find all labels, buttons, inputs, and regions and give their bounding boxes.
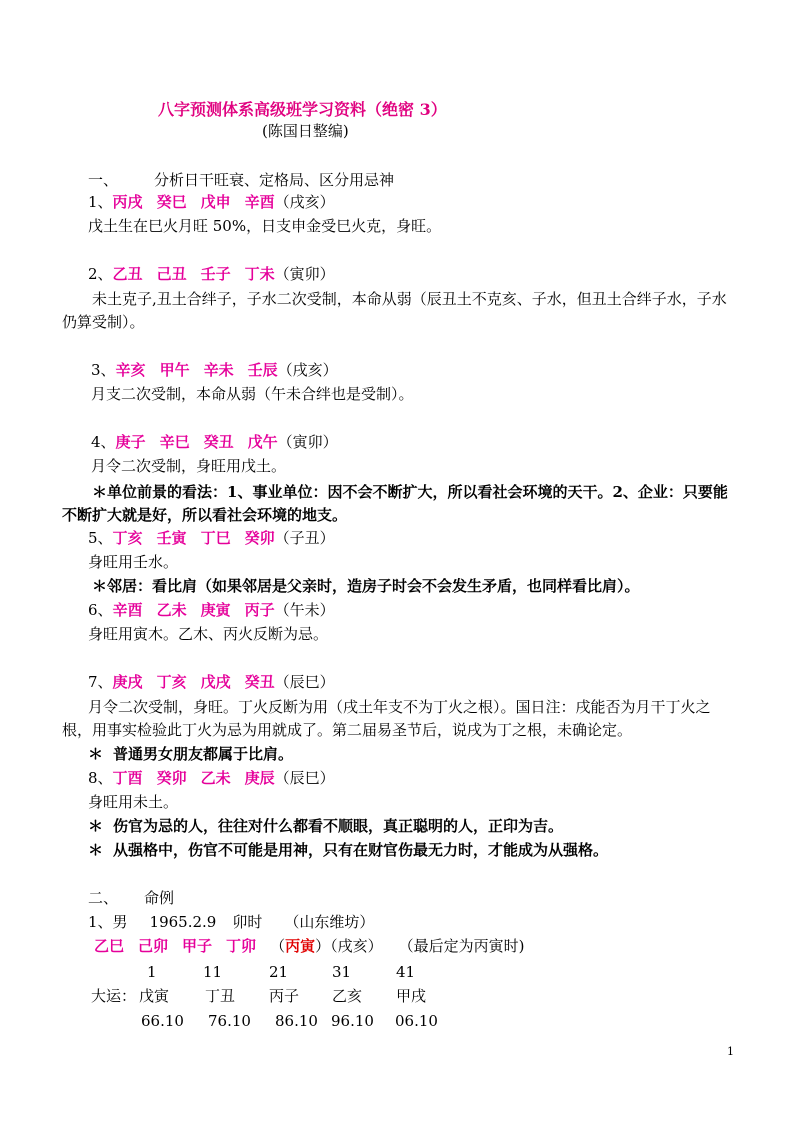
pillar: 辛未 <box>203 361 234 379</box>
alt-hour-note: （戌亥） <box>330 937 383 955</box>
case-2-pillars <box>88 264 335 284</box>
case-6-pillars <box>88 600 335 620</box>
pillar: 丁亥 <box>112 529 143 547</box>
luck-label: 大运： <box>91 987 137 1005</box>
example-birth-date: 1965.2.9 <box>149 913 217 931</box>
luck-pillar: 乙亥 <box>332 987 363 1005</box>
case-1-text: 戊土生在巳火月旺 50%，日支申金受巳火克，身旺。 <box>88 217 442 235</box>
case-number: 6、 <box>88 601 113 619</box>
luck-pillar: 丁丑 <box>205 987 236 1005</box>
pillar: 丁卯 <box>226 937 257 955</box>
note-shangguan <box>88 816 563 836</box>
example-birth-place: （山东维坊） <box>284 913 375 931</box>
section-2-number: 二、 <box>88 889 119 907</box>
case-6-text: 身旺用寅木。乙木、丙火反断为忌。 <box>88 625 329 643</box>
pillar: 庚子 <box>115 433 146 451</box>
case-number: 3、 <box>91 361 116 379</box>
luck-age: 11 <box>203 963 223 981</box>
hour-note: （寅卯） <box>277 433 338 451</box>
example-gender: 1、男 <box>88 913 128 931</box>
pillar: 丁亥 <box>156 673 187 691</box>
pillar: 壬子 <box>200 265 231 283</box>
hour-note: （午未） <box>274 601 335 619</box>
document-author: (陈国日整编) <box>262 122 349 140</box>
pillar: 丙子 <box>244 601 275 619</box>
pillar: 癸卯 <box>156 769 187 787</box>
star-bullet: ＊ <box>88 817 104 835</box>
luck-age: 31 <box>332 963 352 981</box>
example-birth-time: 卯时 <box>232 913 263 931</box>
section-1-title: 分析日干旺衰、定格局、区分用忌神 <box>154 171 395 189</box>
pillar: 癸卯 <box>244 529 275 547</box>
example-1-pillars <box>94 936 524 956</box>
section-2-heading <box>88 888 174 908</box>
hour-pillar-final: 丙寅 <box>285 937 316 955</box>
pillar: 丁酉 <box>112 769 143 787</box>
case-7-pillars <box>88 672 335 692</box>
note-business-outlook: ＊单位前景的看法：1、事业单位：因不会不断扩大，所以看社会环境的天干。2、企业：只要能不断扩大就是好，所以看社会环境的地支。 <box>62 483 728 524</box>
luck-pillar: 甲戌 <box>396 987 427 1005</box>
pillar: 辛酉 <box>112 601 143 619</box>
pillar: 乙未 <box>200 769 231 787</box>
pillar: 壬寅 <box>156 529 187 547</box>
star-bullet: ＊ <box>88 841 104 859</box>
note-neighbor: ＊邻居：看比肩（如果邻居是父亲时，造房子时会不会发生矛盾，也同样看比肩）。 <box>92 577 640 595</box>
case-7-text: 月令二次受制，身旺。丁火反断为用（戌土年支不为丁火之根）。国日注：戌能否为月干丁火之根，用事实检验此丁火为忌为用就成了。第二届易圣节后，说戌为丁之根，未确论定。 <box>62 698 711 739</box>
pillar: 癸丑 <box>203 433 234 451</box>
pillar: 辛巳 <box>159 433 190 451</box>
pillar: 乙丑 <box>112 265 143 283</box>
case-number: 7、 <box>88 673 113 691</box>
pillar: 丁未 <box>244 265 275 283</box>
pillar: 戊午 <box>247 433 278 451</box>
case-8-text: 身旺用未土。 <box>88 793 179 811</box>
pillar: 辛亥 <box>115 361 146 379</box>
case-2-text: 未土克子,丑土合绊子，子水二次受制，本命从弱（辰丑土不克亥、子水，但丑土合绊子水，子水仍算受制）。 <box>62 290 727 331</box>
hour-note: （戌亥） <box>277 361 338 379</box>
case-5-text: 身旺用壬水。 <box>88 553 179 571</box>
case-4-text: 月令二次受制，身旺用戊土。 <box>91 457 287 475</box>
note-congqiang-text: 从强格中，伤官不可能是用神，只有在财官伤最无力时，才能成为从强格。 <box>113 841 609 859</box>
pillar: 庚辰 <box>244 769 275 787</box>
page-number: 1 <box>727 1045 734 1058</box>
luck-start-year: 66.10 <box>141 1012 184 1030</box>
section-2-title: 命例 <box>144 889 175 907</box>
star-bullet: ＊ <box>88 745 104 763</box>
note-friends-text: 普通男女朋友都属于比肩。 <box>113 745 294 763</box>
pillar: 戊申 <box>200 193 231 211</box>
luck-start-year: 86.10 <box>275 1012 318 1030</box>
luck-start-year: 76.10 <box>208 1012 251 1030</box>
document-title: 八字预测体系高级班学习资料（绝密 3） <box>158 100 447 119</box>
final-hour-note: （最后定为丙寅时) <box>398 937 525 955</box>
hour-note: （子丑） <box>274 529 335 547</box>
pillar: 庚戌 <box>112 673 143 691</box>
pillar: 丁巳 <box>200 529 231 547</box>
example-1-header <box>88 912 374 932</box>
case-3-text: 月支二次受制，本命从弱（午未合绊也是受制）。 <box>91 385 414 403</box>
luck-age: 41 <box>396 963 416 981</box>
pillar: 癸丑 <box>244 673 275 691</box>
pillar: 壬辰 <box>247 361 278 379</box>
case-8-pillars <box>88 768 335 788</box>
hour-note: （戌亥） <box>274 193 335 211</box>
pillar: 乙巳 <box>94 937 125 955</box>
luck-pillar: 丙子 <box>269 987 300 1005</box>
case-number: 8、 <box>88 769 113 787</box>
pillar: 己卯 <box>138 937 169 955</box>
hour-note: （辰巳） <box>274 673 335 691</box>
case-number: 2、 <box>88 265 113 283</box>
pillar: 甲子 <box>182 937 213 955</box>
case-number: 1、 <box>88 193 113 211</box>
section-1-heading <box>88 170 394 190</box>
case-number: 4、 <box>91 433 116 451</box>
luck-age: 21 <box>269 963 289 981</box>
hour-note: （寅卯） <box>274 265 335 283</box>
case-4-pillars <box>91 432 338 452</box>
luck-pillar: 戊寅 <box>139 987 170 1005</box>
pillar: 己丑 <box>156 265 187 283</box>
hour-note: （辰巳） <box>274 769 335 787</box>
paren-close: ） <box>315 937 331 955</box>
luck-start-year: 96.10 <box>331 1012 374 1030</box>
luck-start-year: 06.10 <box>395 1012 438 1030</box>
paren-open: （ <box>270 937 286 955</box>
luck-age: 1 <box>147 963 157 981</box>
pillar: 庚寅 <box>200 601 231 619</box>
case-1-pillars <box>88 192 335 212</box>
pillar: 戊戌 <box>200 673 231 691</box>
case-5-pillars <box>88 528 335 548</box>
pillar: 丙戌 <box>112 193 143 211</box>
pillar: 甲午 <box>159 361 190 379</box>
pillar: 辛酉 <box>244 193 275 211</box>
note-friends <box>88 744 293 764</box>
case-number: 5、 <box>88 529 113 547</box>
section-1-number: 一、 <box>88 171 119 189</box>
note-shangguan-text: 伤官为忌的人，往往对什么都看不顺眼，真正聪明的人，正印为吉。 <box>113 817 564 835</box>
note-congqiang <box>88 840 608 860</box>
pillar: 乙未 <box>156 601 187 619</box>
case-3-pillars <box>91 360 338 380</box>
pillar: 癸巳 <box>156 193 187 211</box>
